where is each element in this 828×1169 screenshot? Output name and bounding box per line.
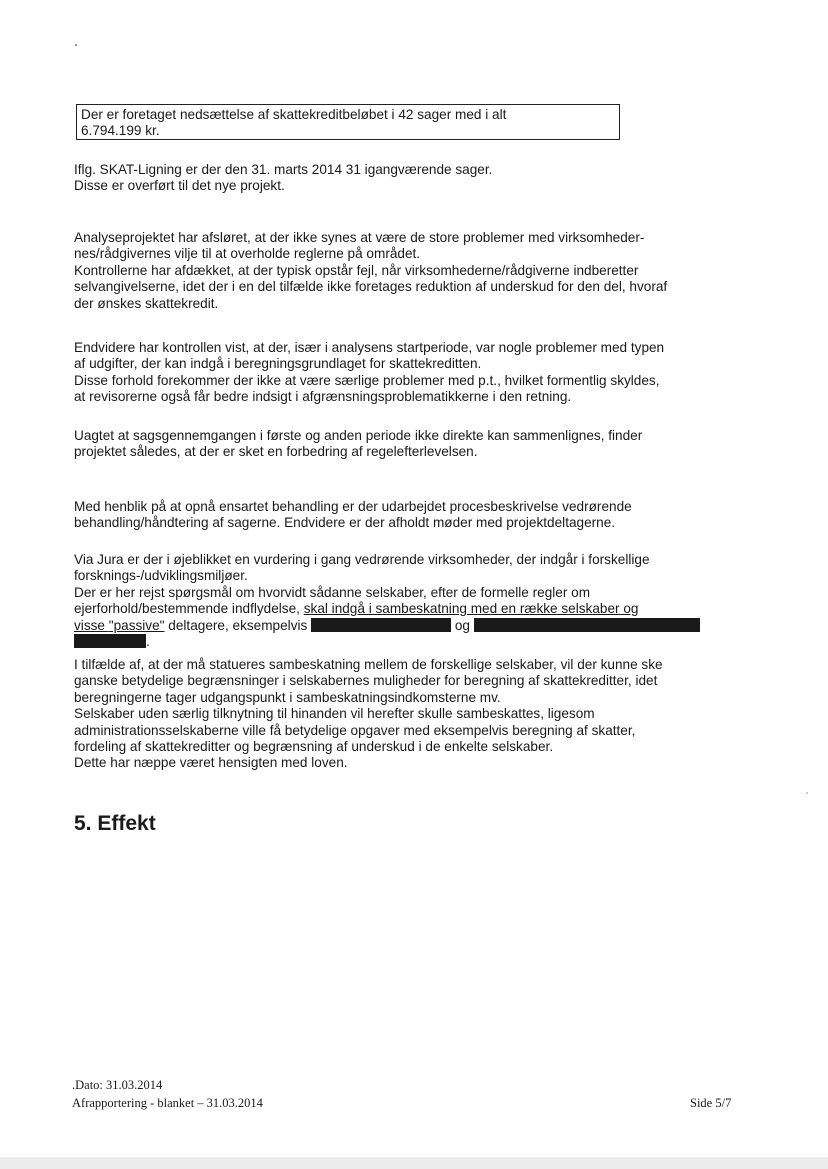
underlined-text: visse (74, 617, 109, 633)
page-number: Side 5/7 (690, 1096, 732, 1110)
redaction-bar (474, 618, 700, 632)
underlined-text: "passive" (108, 617, 165, 633)
paragraph-control (74, 340, 754, 406)
text-line: I tilfælde af, at der må statueres sambeskatning mellem de forskellige selskaber, vil der kunne ske (74, 657, 663, 672)
paragraph-comparison (74, 428, 754, 461)
paragraph-consequences (74, 657, 754, 772)
text-line: Disse forhold forekommer der ikke at være særlige problemer med p.t., hvilket formentlig skyldes, (74, 372, 660, 388)
text-line: der ønskes skattekredit. (74, 295, 219, 311)
text-line: at revisorerne også får bedre indsigt i afgrænsningsproblematikkerne i den retning. (74, 389, 572, 405)
paragraph-status (74, 162, 754, 195)
text-line: administrationsselskaberne ville få betydelige opgaver med eksempelvis beregning af skatter, (74, 722, 636, 738)
text-line: nes/rådgivernes vilje til at overholde reglerne på området. (74, 246, 421, 262)
redaction-bar (311, 618, 451, 632)
text-line: Kontrollerne har afdækket, at der typisk opstår fejl, når virksomhederne/rådgiverne indberetter (74, 262, 639, 278)
text-line: behandling/håndtering af sagerne. Endvidere er der afholdt møder med projektdeltagerne. (74, 515, 616, 531)
text-line (74, 634, 754, 650)
text-line: Med henblik på at opnå ensartet behandling er der udarbejdet procesbeskrivelse vedrørende (74, 499, 632, 514)
text-line: Endvidere har kontrollen vist, at der, især i analysens startperiode, var nogle problemer med typen (74, 340, 665, 355)
text-line: Uagtet at sagsgennemgangen i første og anden periode ikke direkte kan sammenlignes, finder (74, 428, 643, 443)
text-fragment: . (146, 634, 150, 650)
text-line: ganske betydelige begrænsninger i selskabernes muligheder for beregning af skattekreditter, idet (74, 673, 658, 689)
text-line: af udgifter, der kan indgå i beregningsgrundlaget for skattekreditten. (74, 356, 482, 372)
text-fragment: ejerforhold/bestemmende indflydelse, (74, 601, 304, 617)
section-heading: 5. Effekt (74, 812, 156, 835)
text-line: Dette har næppe været hensigten med loven. (74, 755, 348, 771)
text-line: Via Jura er der i øjeblikket en vurdering i gang vedrørende virksomheder, der indgår i forskellige (74, 552, 650, 567)
box-line: 6.794.199 kr. (81, 123, 160, 138)
text-line: Iflg. SKAT-Ligning er der den 31. marts 2014 31 igangværende sager. (74, 162, 493, 177)
text-fragment: deltagere, eksempelvis (164, 617, 312, 633)
text-line (74, 618, 754, 634)
redaction-bar (74, 634, 146, 648)
footer-left (72, 1076, 263, 1112)
text-line: fordeling af skattekreditter og begrænsning af underskud i de enkelte selskaber. (74, 739, 554, 755)
paragraph-legal (74, 552, 754, 650)
paragraph-procedure (74, 499, 754, 532)
text-fragment: og (451, 617, 474, 633)
text-line: Analyseprojektet har afsløret, at der ikke synes at være de store problemer med virksomheder- (74, 230, 645, 245)
scan-speck (75, 44, 77, 46)
footer-report: Afrapportering - blanket – 31.03.2014 (72, 1096, 263, 1110)
text-line (74, 601, 754, 617)
box-line: Der er foretaget nedsættelse af skattekreditbeløbet i 42 sager med i alt (81, 107, 507, 122)
scan-speck (806, 792, 808, 794)
highlight-box (76, 104, 620, 140)
text-line: beregningerne tager udgangspunkt i sambeskatningsindkomsterne mv. (74, 689, 501, 705)
paragraph-analysis (74, 230, 754, 312)
text-line: Der er her rejst spørgsmål om hvorvidt sådanne selskaber, efter de formelle regler om (74, 584, 591, 600)
text-line: Disse er overført til det nye projekt. (74, 178, 285, 194)
underlined-text: skal indgå i sambeskatning med en række selskaber og (303, 601, 639, 617)
footer-date: .Dato: 31.03.2014 (72, 1078, 163, 1092)
text-line: forsknings-/udviklingsmiljøer. (74, 568, 248, 584)
scan-edge (0, 1157, 828, 1169)
text-line: Selskaber uden særlig tilknytning til hinanden vil herefter skulle sambeskattes, ligesom (74, 706, 595, 722)
text-line: projektet således, at der er sket en forbedring af regelefterlevelsen. (74, 444, 478, 460)
text-line: selvangivelserne, idet der i en del tilfælde ikke foretages reduktion af underskud for den del, hvoraf (74, 279, 668, 295)
